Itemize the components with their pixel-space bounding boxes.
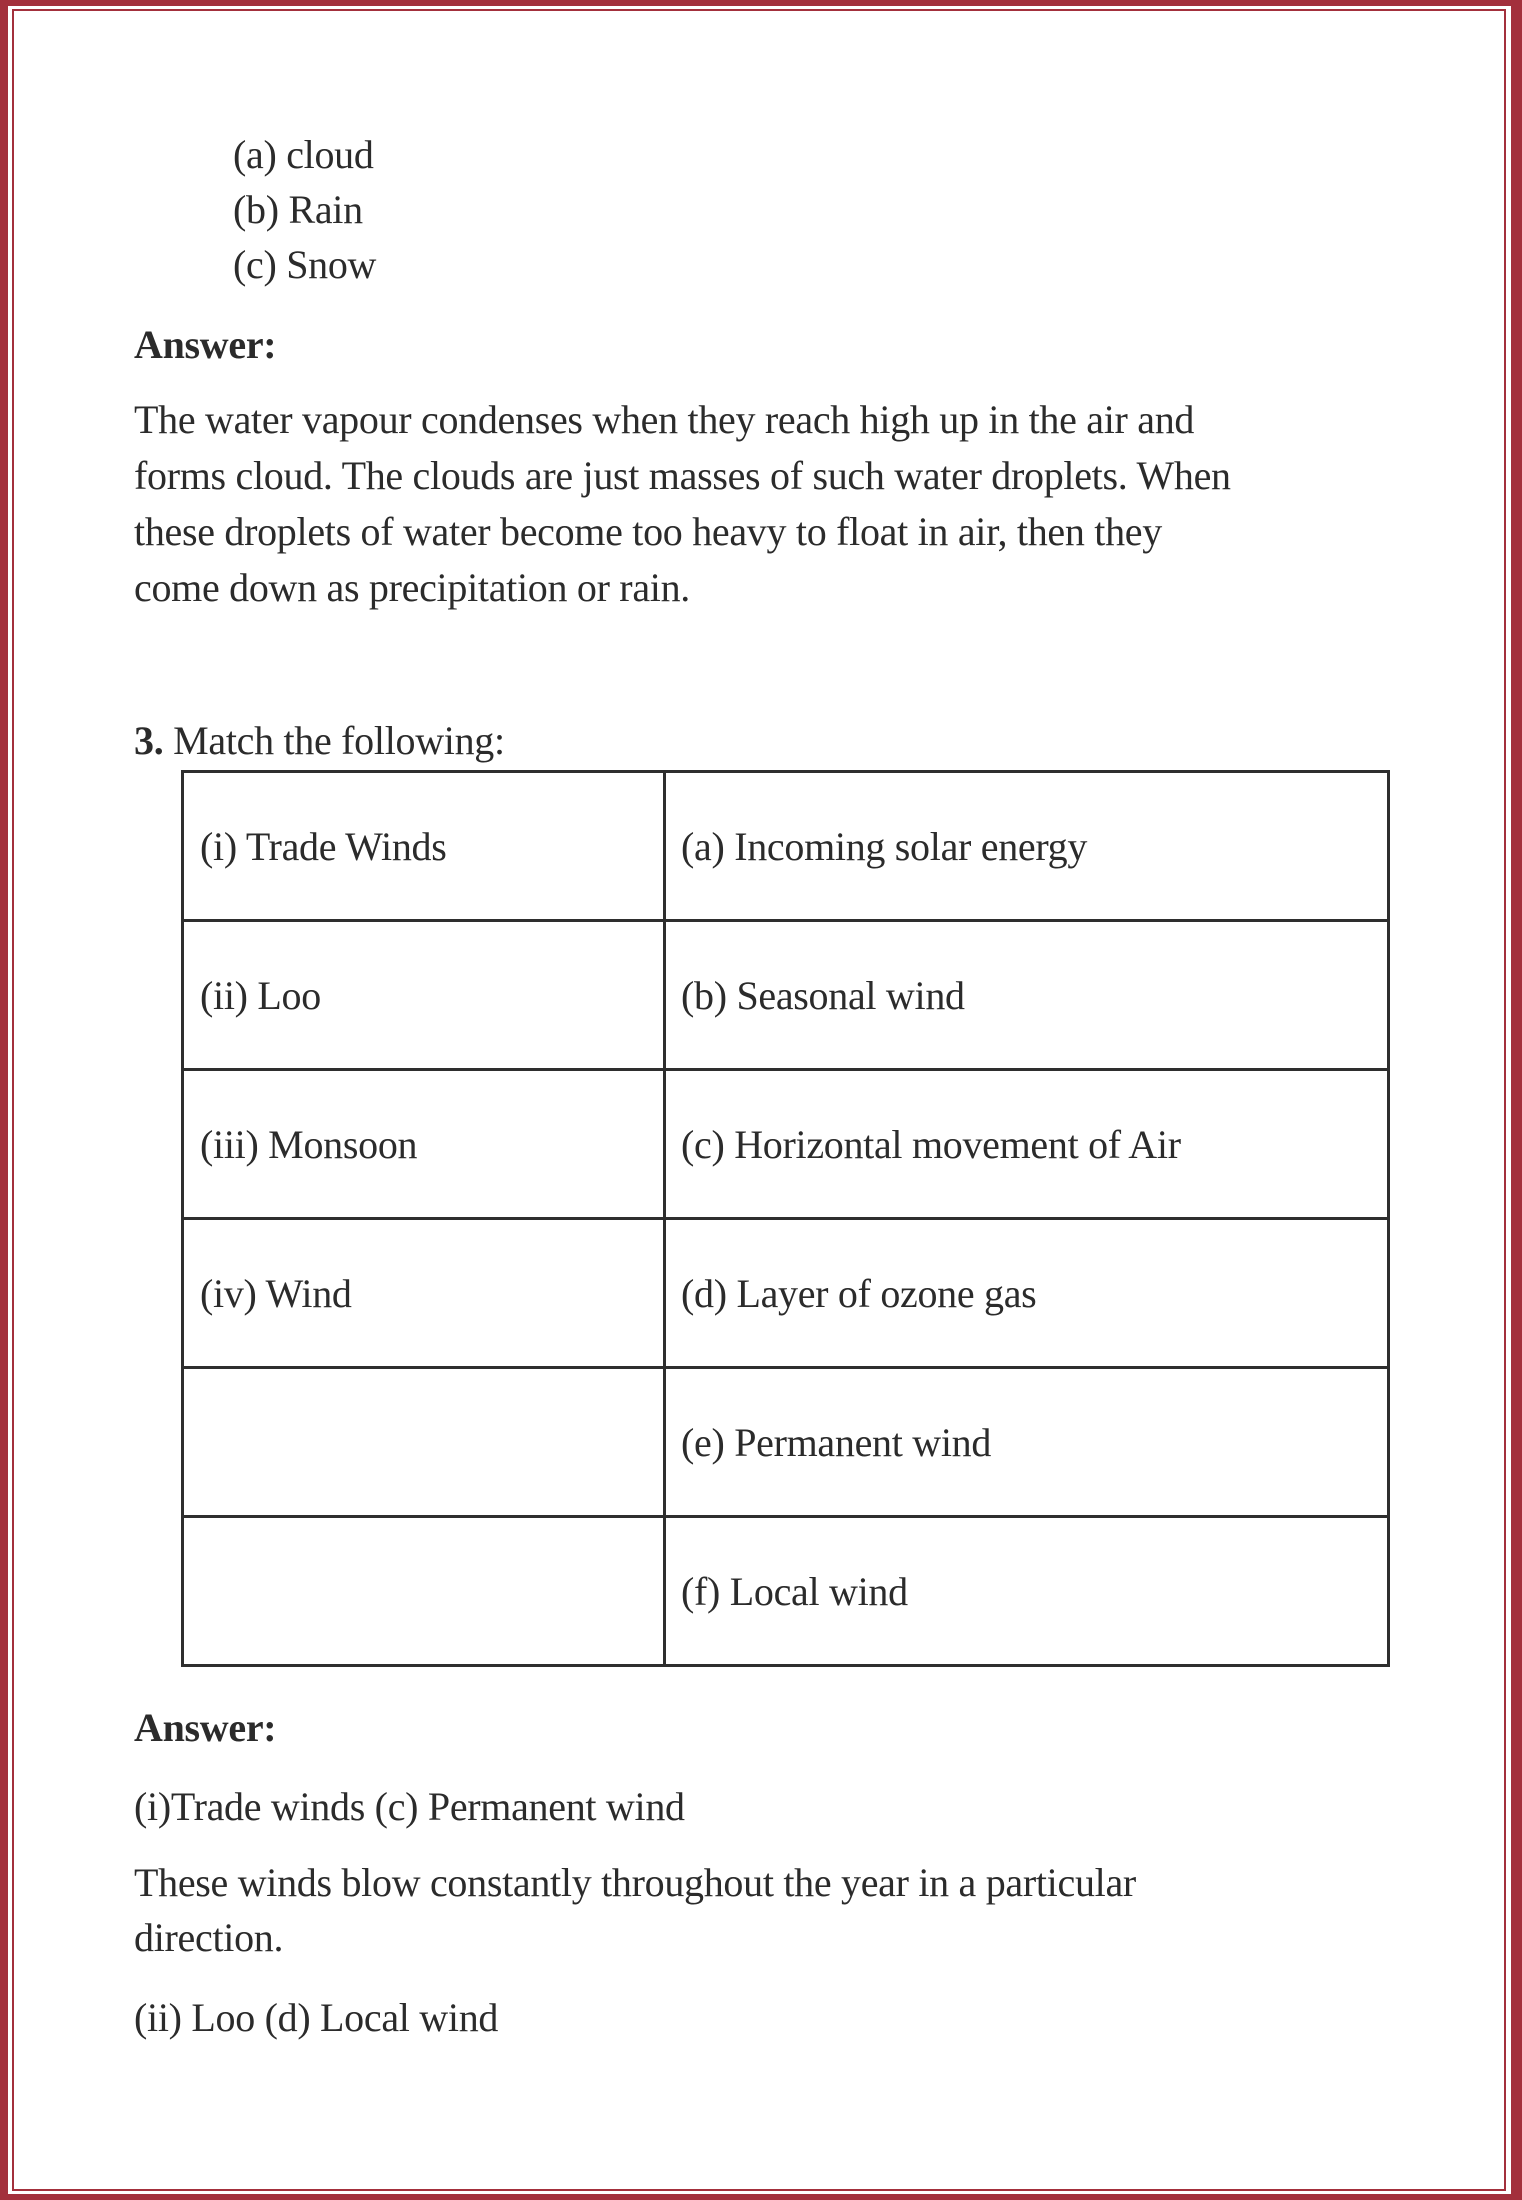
table-cell-left: (i) Trade Winds [183, 772, 665, 921]
explanation-line: direction. [134, 1915, 284, 1960]
answer-line: these droplets of water become too heavy to float in air, then they [134, 509, 1162, 554]
match-table [181, 770, 1390, 1667]
table-cell-left: (iii) Monsoon [183, 1070, 665, 1219]
answer-heading: Answer: [134, 322, 277, 367]
answer-line: come down as precipitation or rain. [134, 565, 690, 610]
option-b: (b) Rain [233, 187, 363, 232]
option-a: (a) cloud [233, 132, 374, 177]
table-cell-right: (f) Local wind [665, 1517, 1389, 1666]
table-row [183, 1517, 1389, 1666]
table-cell-right: (a) Incoming solar energy [665, 772, 1389, 921]
explanation-line: These winds blow constantly throughout the year in a particular [134, 1860, 1136, 1905]
question-heading [134, 713, 505, 768]
answer-match-1: (i)Trade winds (c) Permanent wind [134, 1784, 685, 1829]
table-cell-left: (ii) Loo [183, 921, 665, 1070]
table-cell-right: (b) Seasonal wind [665, 921, 1389, 1070]
table-row [183, 1070, 1389, 1219]
answer-line: The water vapour condenses when they reach high up in the air and [134, 397, 1195, 442]
table-cell-right: (c) Horizontal movement of Air [665, 1070, 1389, 1219]
table-row [183, 1368, 1389, 1517]
question-prompt: Match the following: [173, 718, 505, 763]
table-row [183, 772, 1389, 921]
table-row [183, 921, 1389, 1070]
table-cell-right: (d) Layer of ozone gas [665, 1219, 1389, 1368]
table-cell-left: (iv) Wind [183, 1219, 665, 1368]
table-row [183, 1219, 1389, 1368]
answer-heading: Answer: [134, 1705, 277, 1750]
table-cell-left [183, 1368, 665, 1517]
table-cell-right: (e) Permanent wind [665, 1368, 1389, 1517]
answer-explanation [134, 1855, 1136, 1965]
table-cell-left [183, 1517, 665, 1666]
question-options-list [233, 127, 376, 292]
answer-paragraph [134, 392, 1231, 616]
answer-match-2: (ii) Loo (d) Local wind [134, 1995, 499, 2040]
option-c: (c) Snow [233, 242, 377, 287]
answer-line: forms cloud. The clouds are just masses of such water droplets. When [134, 453, 1231, 498]
question-number: 3. [134, 718, 164, 763]
